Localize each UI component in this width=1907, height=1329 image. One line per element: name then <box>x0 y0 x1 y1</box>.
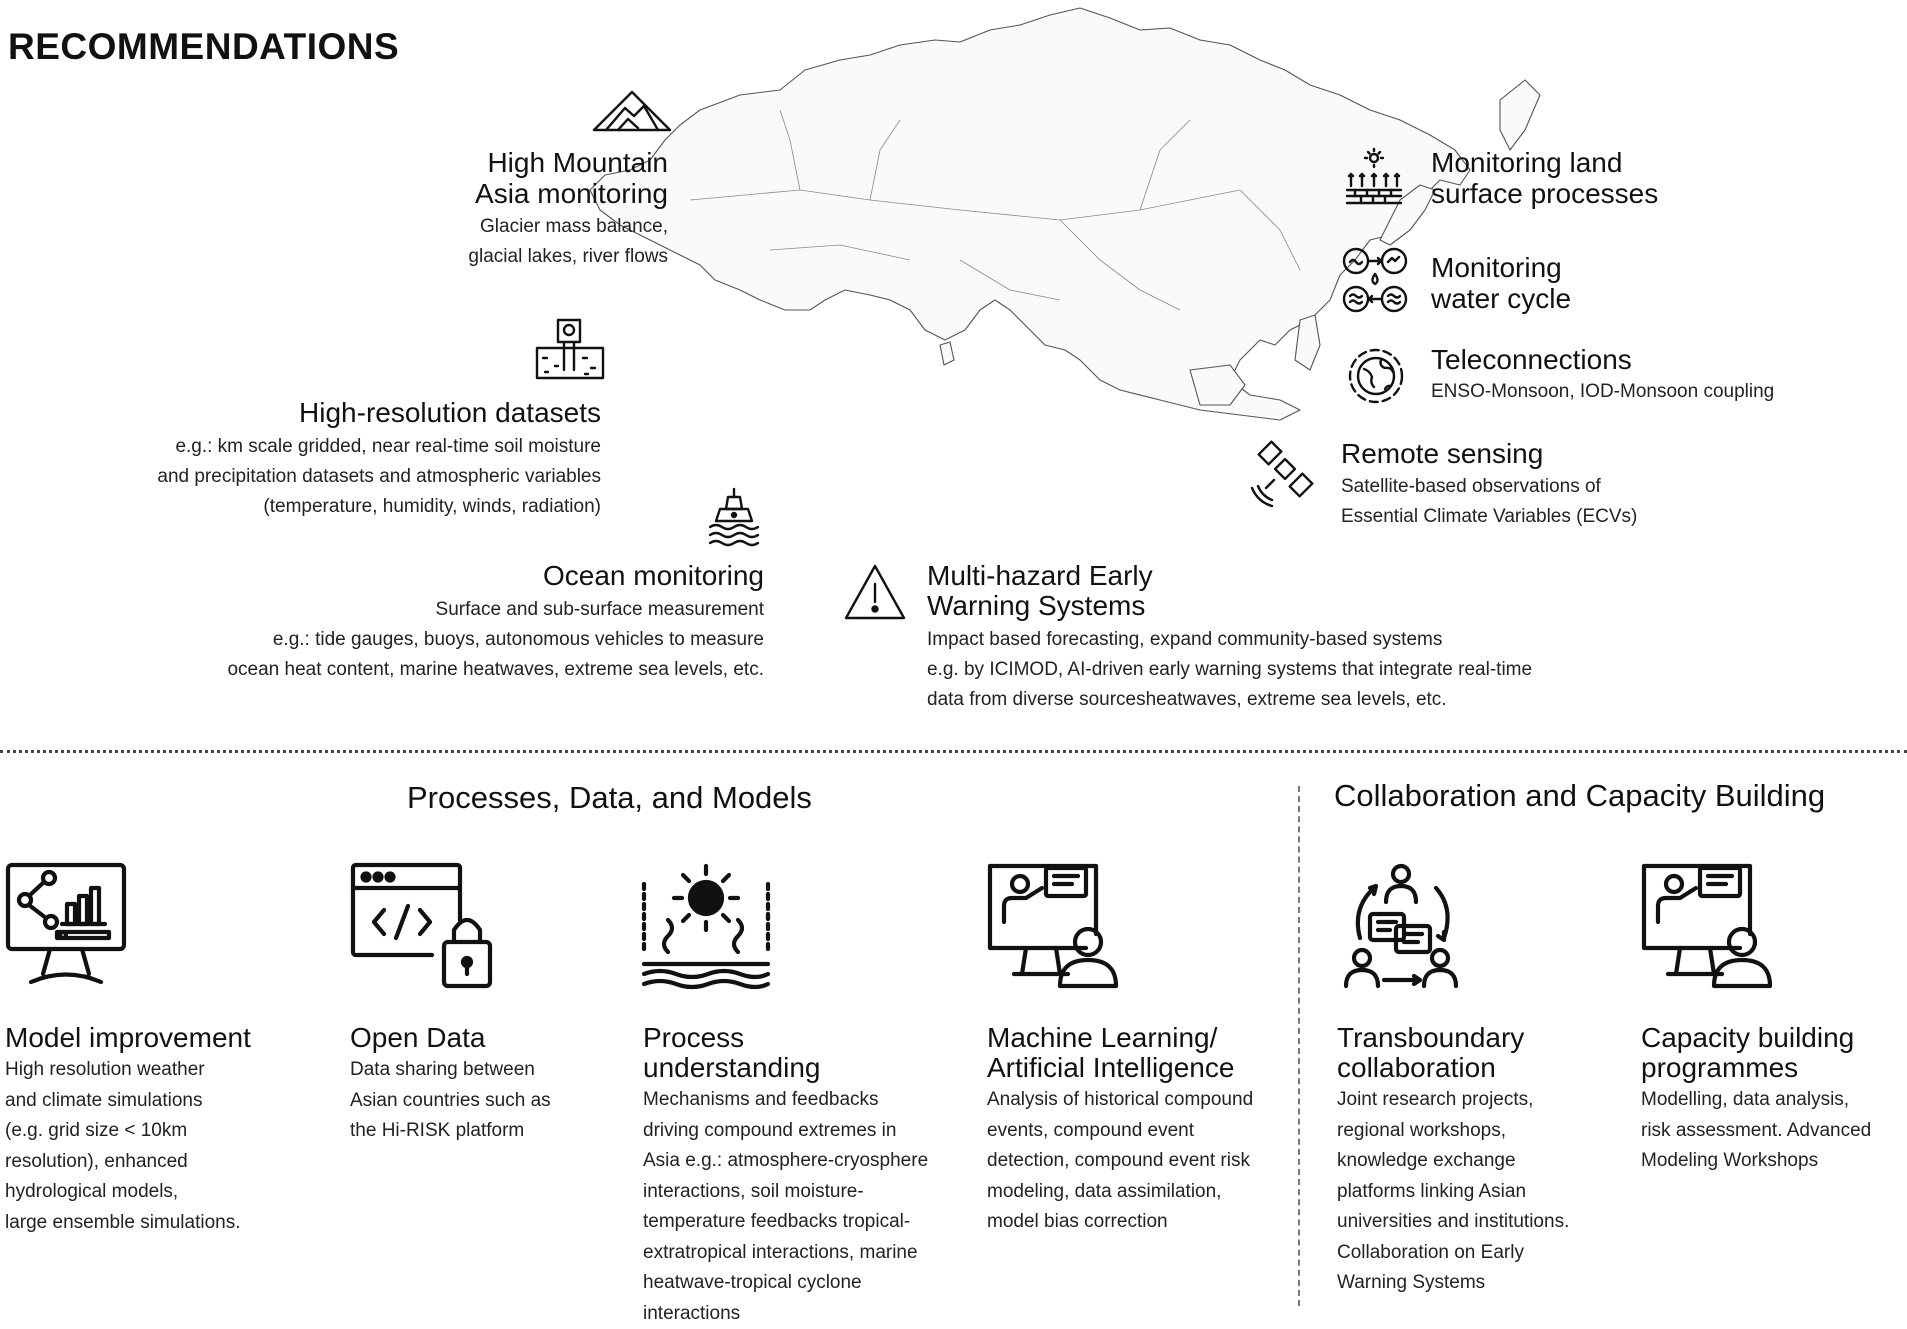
item-desc-line: extratropical interactions, marine <box>643 1238 928 1269</box>
water-title-2: water cycle <box>1431 283 1571 314</box>
item-desc-line: knowledge exchange <box>1337 1146 1569 1177</box>
item-desc-line: events, compound event <box>987 1116 1253 1147</box>
warning-triangle-icon <box>843 562 907 622</box>
item-title: collaboration <box>1337 1053 1569 1083</box>
item-title: Artificial Intelligence <box>987 1053 1253 1083</box>
land-title-2: surface processes <box>1431 178 1658 209</box>
item-desc-line: interactions <box>643 1299 928 1329</box>
item-title: Process <box>643 1023 928 1053</box>
land-surface-icon <box>1345 148 1403 206</box>
warning-desc-1: Impact based forecasting, expand community-based systems <box>927 625 1442 655</box>
sri-lanka-outline <box>940 342 954 365</box>
item-desc-line: universities and institutions. <box>1337 1207 1569 1238</box>
item-desc-line: High resolution weather <box>5 1055 251 1086</box>
training-screen-icon <box>1640 862 1778 990</box>
item-desc-line: the Hi-RISK platform <box>350 1116 551 1147</box>
item-desc-line: heatwave-tropical cyclone <box>643 1268 928 1299</box>
soil-sensor-icon <box>535 318 605 380</box>
item-desc-line: (e.g. grid size < 10km <box>5 1116 251 1147</box>
asia-landmass <box>590 8 1470 420</box>
monitor-chart-icon <box>5 862 127 987</box>
sun-heat-icon <box>640 862 772 987</box>
item-desc-line: risk assessment. Advanced <box>1641 1116 1871 1147</box>
item-title: Machine Learning/ <box>987 1023 1253 1053</box>
item-desc-line: and climate simulations <box>5 1086 251 1117</box>
tele-desc: ENSO-Monsoon, IOD-Monsoon coupling <box>1431 377 1774 407</box>
ocean-desc-3: ocean heat content, marine heatwaves, extreme sea levels, etc. <box>64 655 764 685</box>
mountain-icon <box>592 88 672 132</box>
item-desc-line: hydrological models, <box>5 1177 251 1208</box>
tele-title: Teleconnections <box>1431 344 1632 375</box>
mountain-desc-1: Glacier mass balance, <box>308 212 668 242</box>
item-desc-line: Joint research projects, <box>1337 1085 1569 1116</box>
people-exchange-icon <box>1340 862 1462 990</box>
section-divider <box>1298 786 1300 1306</box>
land-title-1: Monitoring land <box>1431 147 1622 178</box>
warning-title-2: Warning Systems <box>927 590 1145 621</box>
recommendation-item <box>643 1023 928 1329</box>
asia-map <box>540 0 1580 450</box>
recommendation-item <box>5 1023 251 1238</box>
datasets-title: High-resolution datasets <box>1 397 601 428</box>
datasets-desc-1: e.g.: km scale gridded, near real-time soil moisture <box>0 432 601 462</box>
item-desc-line: model bias correction <box>987 1207 1253 1238</box>
teacher-screen-icon <box>986 862 1124 990</box>
item-title: Open Data <box>350 1023 551 1053</box>
recommendation-item <box>1641 1023 1871 1177</box>
recommendation-item <box>1337 1023 1569 1299</box>
remote-title: Remote sensing <box>1341 438 1543 469</box>
item-title: understanding <box>643 1053 928 1083</box>
recommendation-item <box>987 1023 1253 1238</box>
item-desc-line: Warning Systems <box>1337 1268 1569 1299</box>
warning-desc-3: data from diverse sourcesheatwaves, extreme sea levels, etc. <box>927 685 1447 715</box>
item-desc-line: regional workshops, <box>1337 1116 1569 1147</box>
water-cycle-icon <box>1342 246 1408 314</box>
item-title: programmes <box>1641 1053 1871 1083</box>
page-title: RECOMMENDATIONS <box>8 26 399 68</box>
mountain-title-1: High Mountain <box>308 147 668 178</box>
satellite-icon <box>1248 440 1318 510</box>
mountain-desc-2: glacial lakes, river flows <box>308 242 668 272</box>
item-desc-line: interactions, soil moisture- <box>643 1177 928 1208</box>
item-title: Model improvement <box>5 1023 251 1053</box>
kamchatka-outline <box>1500 80 1540 150</box>
remote-desc-1: Satellite-based observations of <box>1341 472 1601 502</box>
datasets-desc-3: (temperature, humidity, winds, radiation) <box>0 492 601 522</box>
ocean-desc-2: e.g.: tide gauges, buoys, autonomous vehicles to measure <box>64 625 764 655</box>
dotted-divider <box>0 750 1907 753</box>
item-desc-line: Collaboration on Early <box>1337 1238 1569 1269</box>
ocean-title: Ocean monitoring <box>164 560 764 591</box>
item-desc-line: driving compound extremes in <box>643 1116 928 1147</box>
item-desc-line: modeling, data assimilation, <box>987 1177 1253 1208</box>
item-desc-line: Asian countries such as <box>350 1086 551 1117</box>
recommendation-item <box>350 1023 551 1147</box>
item-desc-line: large ensemble simulations. <box>5 1208 251 1239</box>
item-title: Capacity building <box>1641 1023 1871 1053</box>
item-desc-line: resolution), enhanced <box>5 1147 251 1178</box>
item-desc-line: Analysis of historical compound <box>987 1085 1253 1116</box>
datasets-desc-2: and precipitation datasets and atmospheric variables <box>0 462 601 492</box>
item-desc-line: Modelling, data analysis, <box>1641 1085 1871 1116</box>
remote-desc-2: Essential Climate Variables (ECVs) <box>1341 502 1637 532</box>
item-title: Transboundary <box>1337 1023 1569 1053</box>
item-desc-line: platforms linking Asian <box>1337 1177 1569 1208</box>
item-desc-line: detection, compound event risk <box>987 1146 1253 1177</box>
buoy-icon <box>706 487 762 545</box>
globe-gear-icon <box>1345 345 1407 407</box>
item-desc-line: Asia e.g.: atmosphere-cryosphere <box>643 1146 928 1177</box>
collaboration-section-title: Collaboration and Capacity Building <box>1334 778 1825 814</box>
item-desc-line: Data sharing between <box>350 1055 551 1086</box>
water-title-1: Monitoring <box>1431 252 1562 283</box>
item-desc-line: Mechanisms and feedbacks <box>643 1085 928 1116</box>
warning-title-1: Multi-hazard Early <box>927 560 1153 591</box>
warning-desc-2: e.g. by ICIMOD, AI-driven early warning systems that integrate real-time <box>927 655 1532 685</box>
ocean-desc-1: Surface and sub-surface measurement <box>64 595 764 625</box>
item-desc-line: temperature feedbacks tropical- <box>643 1207 928 1238</box>
processes-section-title: Processes, Data, and Models <box>407 780 812 816</box>
code-lock-icon <box>350 862 498 990</box>
mountain-title-2: Asia monitoring <box>308 178 668 209</box>
item-desc-line: Modeling Workshops <box>1641 1146 1871 1177</box>
